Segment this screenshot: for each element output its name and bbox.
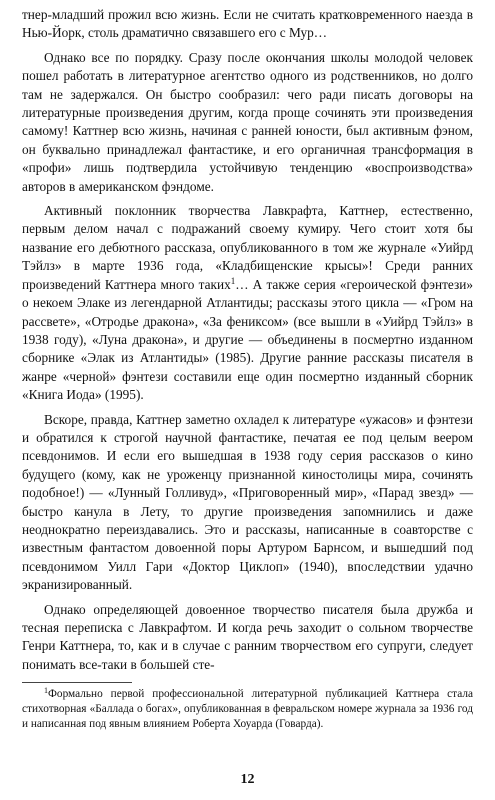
footnote-text: Формально первой профессиональной литературной публикацией Каттнера стала стихотворная «Баллада о богах», опубликованная в февральском номере журнала за 1936 год и написанная под явным влиянием Роберта Хоуарда (Говарда). [22,688,473,731]
paragraph-text-part2: … А также серия «героической фэнтези» о некоем Элаке из легендарной Атлантиды; рассказы этого цикла — «Гром на рассвете», «Отродье дракона», «За фениксом» (все вышли в «Уийрд Тэйлз» в 1938 году), «Луна дракона», и другие — объединены в посмертно изданном сборнике «Элак из Атлантиды» (1985). Другие ранние рассказы писателя в жанре «черной» фэнтези составили еще один посмертно изданный сборник «Книга Иода» (1995). [22,276,473,403]
paragraph-science-fiction: Вскоре, правда, Каттнер заметно охладел к литературе «ужасов» и фэнтези и обратился к строгой научной фантастике, печатая ее под целым веером псевдонимов. И если его вышедшая в 1938 году серия рассказов о кино будущего (кому, как не уроженцу признанной киностолицы мира, сочинять подобное!) — «Лунный Голливуд», «Приговоренный мир», «Парад звезд» — быстро канула в Лету, то другие произведения запомнились и даже неоднократно переиздавались. Это и рассказы, написанные в соавторстве с известным фантастом довоенной поры Артуром Барнсом, и вышедший под псевдонимом Уилл Гари «Доктор Циклоп» (1940), впоследствии удачно экранизированный. [22,411,473,593]
footnote-reference: 1 [230,275,236,286]
paragraph-lovecraft-imitation [22,202,473,404]
footnote [22,687,473,732]
page-body [22,6,473,732]
footnote-marker: 1 [44,686,48,696]
paragraph-continuation: тнер-младший прожил всю жизнь. Если не считать кратковременного наезда в Нью-Йорк, столь драматично связавшего его с Мур… [22,7,473,41]
footnote-divider [22,682,132,683]
paragraph-correspondence: Однако определяющей довоенное творчество писателя была дружба и тесная переписка с Лавкрафтом. И когда речь заходит о сольном творчестве Генри Каттнера, то, как и в случае с ранним творчеством его супруги, следует понимать все-таки в большей сте- [22,601,473,672]
page-number: 12 [240,772,255,787]
paragraph-agency: Однако все по порядку. Сразу после окончания школы молодой человек пошел работать в литературное агентство одного из родственников, но долго там не задержался. Он быстро сообразил: чего ради писать договоры на литературные произведения другим, когда проще сочинять эти произведения самому! Каттнер всю жизнь, начиная с ранней юности, был активным фэном, он буквально принадлежал фантастике, и его органичная трансформация в «профи» лишь подтвердила устойчивую тенденцию «воспроизводства» авторов в американском фэндоме. [22,49,473,194]
paragraph-text-part1: Активный поклонник творчества Лавкрафта, Каттнер, естественно, первым делом начал с подражаний своему кумиру. Чего стоит хотя бы название его дебютного рассказа, опубликованного в том же журнале «Уийрд Тэйлз» в марте 1936 года, «Кладбищенские крысы»! Среди ранних произведений Каттнера много таких [22,203,473,292]
